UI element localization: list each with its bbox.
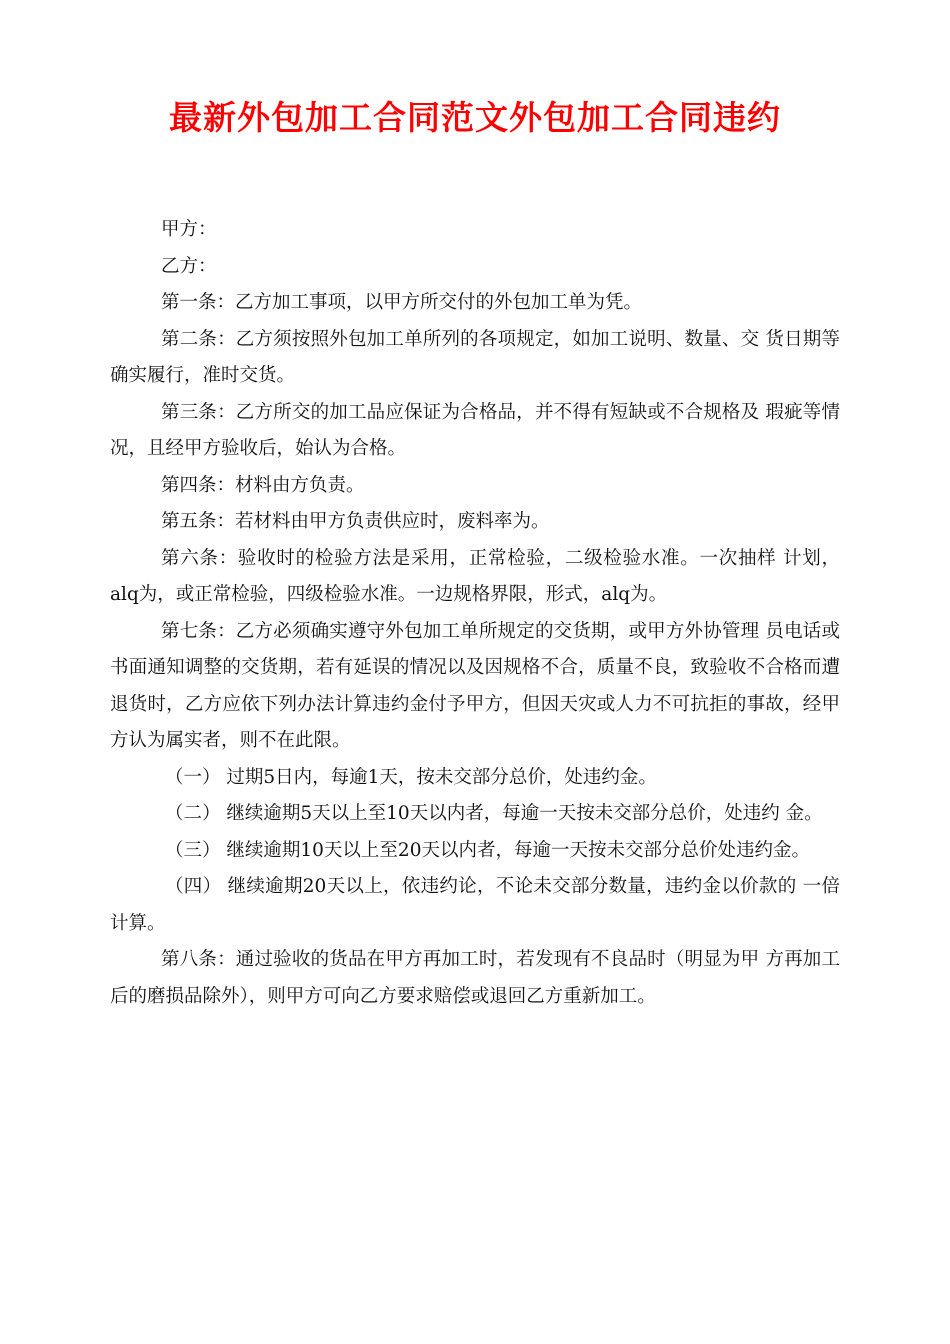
clause-3: 第三条：乙方所交的加工品应保证为合格品，并不得有短缺或不合规格及 瑕疵等情况，且经甲方验收后，始认为合格。 [110, 401, 840, 459]
document-title: 最新外包加工合同范文外包加工合同违约 [169, 98, 781, 137]
clause-7-item-2: （二） 继续逾期5天以上至10天以内者，每逾一天按未交部分总价，处违约 金。 [165, 803, 823, 824]
clause-6: 第六条：验收时的检验方法是采用，正常检验，二级检验水准。一次抽样 计划，alq为，或正常检验，四级检验水准。一边规格界限，形式，alq为。 [110, 547, 840, 605]
clause-7-item-1: （一） 过期5日内，每逾1天，按未交部分总价，处违约金。 [165, 766, 657, 788]
clause-4: 第四条：材料由方负责。 [161, 474, 365, 496]
party-b-line: 乙方： [161, 255, 217, 277]
document-body [110, 212, 840, 1015]
party-a-line: 甲方： [161, 219, 217, 240]
clause-5: 第五条：若材料由甲方负责供应时，废料率为。 [161, 511, 550, 532]
clause-7-item-3: （三） 继续逾期10天以上至20天以内者，每逾一天按未交部分总价处违约金。 [165, 839, 810, 861]
clause-1: 第一条：乙方加工事项，以甲方所交付的外包加工单为凭。 [161, 292, 643, 313]
clause-2: 第二条：乙方须按照外包加工单所列的各项规定，如加工说明、数量、交 货日期等确实履行，准时交货。 [110, 328, 840, 386]
clause-7: 第七条：乙方必须确实遵守外包加工单所规定的交货期，或甲方外协管理 员电话或书面通知调整的交货期，若有延误的情况以及因规格不合，质量不良，致验收不合格而遭退货时，乙方应依下列办法计算违约金付予甲方，但因天灾或人力不可抗拒的事故，经甲方认为属实者，则不在此限。 [110, 620, 840, 751]
clause-8: 第八条：通过验收的货品在甲方再加工时，若发现有不良品时（明显为甲 方再加工后的磨损品除外），则甲方可向乙方要求赔偿或退回乙方重新加工。 [110, 949, 840, 1007]
clause-7-item-4: （四） 继续逾期20天以上，依违约论，不论未交部分数量，违约金以价款的 一倍计算。 [110, 876, 840, 934]
